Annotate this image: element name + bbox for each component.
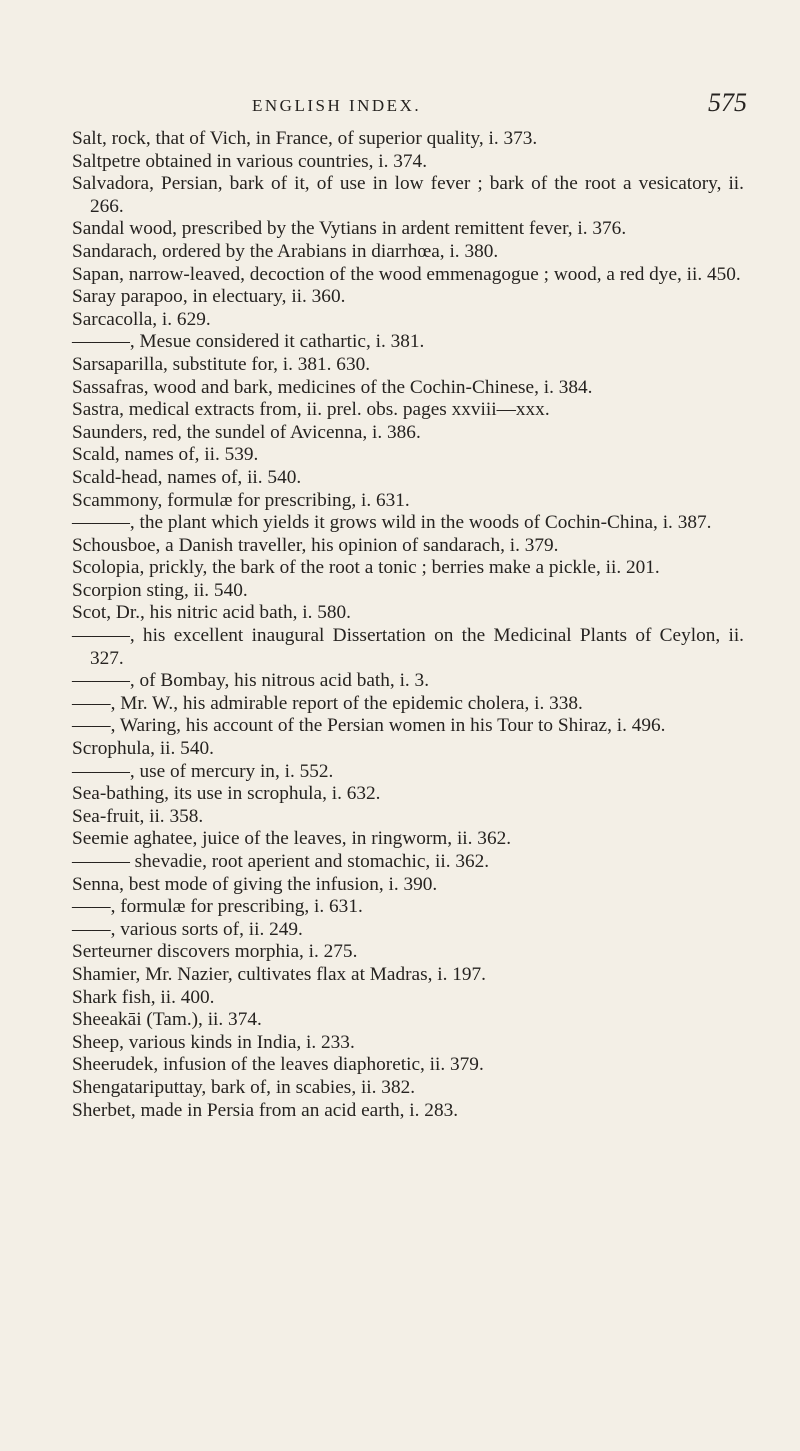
index-entry: Sastra, medical extracts from, ii. prel. obs. pages xxviii—xxx. <box>72 399 550 421</box>
index-entry: Scot, Dr., his nitric acid bath, i. 580. <box>72 602 352 624</box>
index-entry: Shengatariputtay, bark of, in scabies, ii. 382. <box>72 1076 416 1098</box>
index-entry: Sassafras, wood and bark, medicines of the Cochin-Chinese, i. 384. <box>72 376 593 398</box>
index-entry: Saray parapoo, in electuary, ii. 360. <box>72 286 346 308</box>
running-head: ENGLISH INDEX. <box>252 96 422 115</box>
index-entry: ———, Mesue considered it cathartic, i. 381. <box>72 331 425 353</box>
index-entry: ——, formulæ for prescribing, i. 631. <box>72 896 363 918</box>
index-entry: Scrophula, ii. 540. <box>72 738 214 760</box>
index-entry: Scald-head, names of, ii. 540. <box>72 466 302 488</box>
index-entry: Scolopia, prickly, the bark of the root a tonic ; berries make a pickle, ii. 201. <box>72 557 660 579</box>
index-entry: ———, the plant which yields it grows wild in the woods of Cochin-China, i. 387. <box>72 512 712 534</box>
index-entry: Sarsaparilla, substitute for, i. 381. 630. <box>72 353 371 375</box>
index-entry: ———, of Bombay, his nitrous acid bath, i. 3. <box>72 670 430 692</box>
index-entry: Sheeakāi (Tam.), ii. 374. <box>72 1009 262 1031</box>
index-entry: Scorpion sting, ii. 540. <box>72 579 248 601</box>
index-entry: ———, his excellent inaugural Dissertation on the Medicinal Plants of Ceylon, ii. 327. <box>72 625 744 669</box>
index-entry: Saltpetre obtained in various countries, i. 374. <box>72 150 428 172</box>
index-entry: Sherbet, made in Persia from an acid earth, i. 283. <box>72 1099 459 1121</box>
index-entry: Scald, names of, ii. 539. <box>72 444 259 466</box>
index-entry: Sheerudek, infusion of the leaves diaphoretic, ii. 379. <box>72 1054 484 1076</box>
index-entry: ——, Mr. W., his admirable report of the epidemic cholera, i. 338. <box>72 692 583 714</box>
page-number: 575 <box>708 88 747 117</box>
index-entry: Senna, best mode of giving the infusion, i. 390. <box>72 873 438 895</box>
index-entry: ——, Waring, his account of the Persian women in his Tour to Shiraz, i. 496. <box>72 715 666 737</box>
index-entries <box>72 128 744 1122</box>
index-entry: ——, various sorts of, ii. 249. <box>72 918 303 940</box>
index-entry: ——— shevadie, root aperient and stomachic, ii. 362. <box>72 851 490 872</box>
index-entry: Scammony, formulæ for prescribing, i. 631. <box>72 489 410 511</box>
index-entry: ———, use of mercury in, i. 552. <box>72 760 334 782</box>
index-entry: Salt, rock, that of Vich, in France, of superior quality, i. 373. <box>72 128 538 149</box>
index-entry: Shark fish, ii. 400. <box>72 986 215 1008</box>
index-entry: Saunders, red, the sundel of Avicenna, i. 386. <box>72 421 421 443</box>
index-entry: Salvadora, Persian, bark of it, of use in low fever ; bark of the root a vesicatory, ii. 266. <box>72 173 744 217</box>
index-entry: Shamier, Mr. Nazier, cultivates flax at Madras, i. 197. <box>72 963 486 985</box>
index-entry: Seemie aghatee, juice of the leaves, in ringworm, ii. 362. <box>72 828 512 850</box>
index-entry: Sea-fruit, ii. 358. <box>72 805 204 827</box>
index-entry: Sea-bathing, its use in scrophula, i. 632. <box>72 783 381 805</box>
index-entry: Sandal wood, prescribed by the Vytians in ardent remittent fever, i. 376. <box>72 218 627 240</box>
index-entry: Sheep, various kinds in India, i. 233. <box>72 1031 355 1053</box>
index-entry: Serteurner discovers morphia, i. 275. <box>72 941 358 963</box>
index-entry: Schousboe, a Danish traveller, his opinion of sandarach, i. 379. <box>72 534 559 556</box>
index-entry: Sarcacolla, i. 629. <box>72 308 211 330</box>
index-entry: Sapan, narrow-leaved, decoction of the wood emmenagogue ; wood, a red dye, ii. 450. <box>72 263 741 285</box>
index-entry: Sandarach, ordered by the Arabians in diarrhœa, i. 380. <box>72 240 499 262</box>
